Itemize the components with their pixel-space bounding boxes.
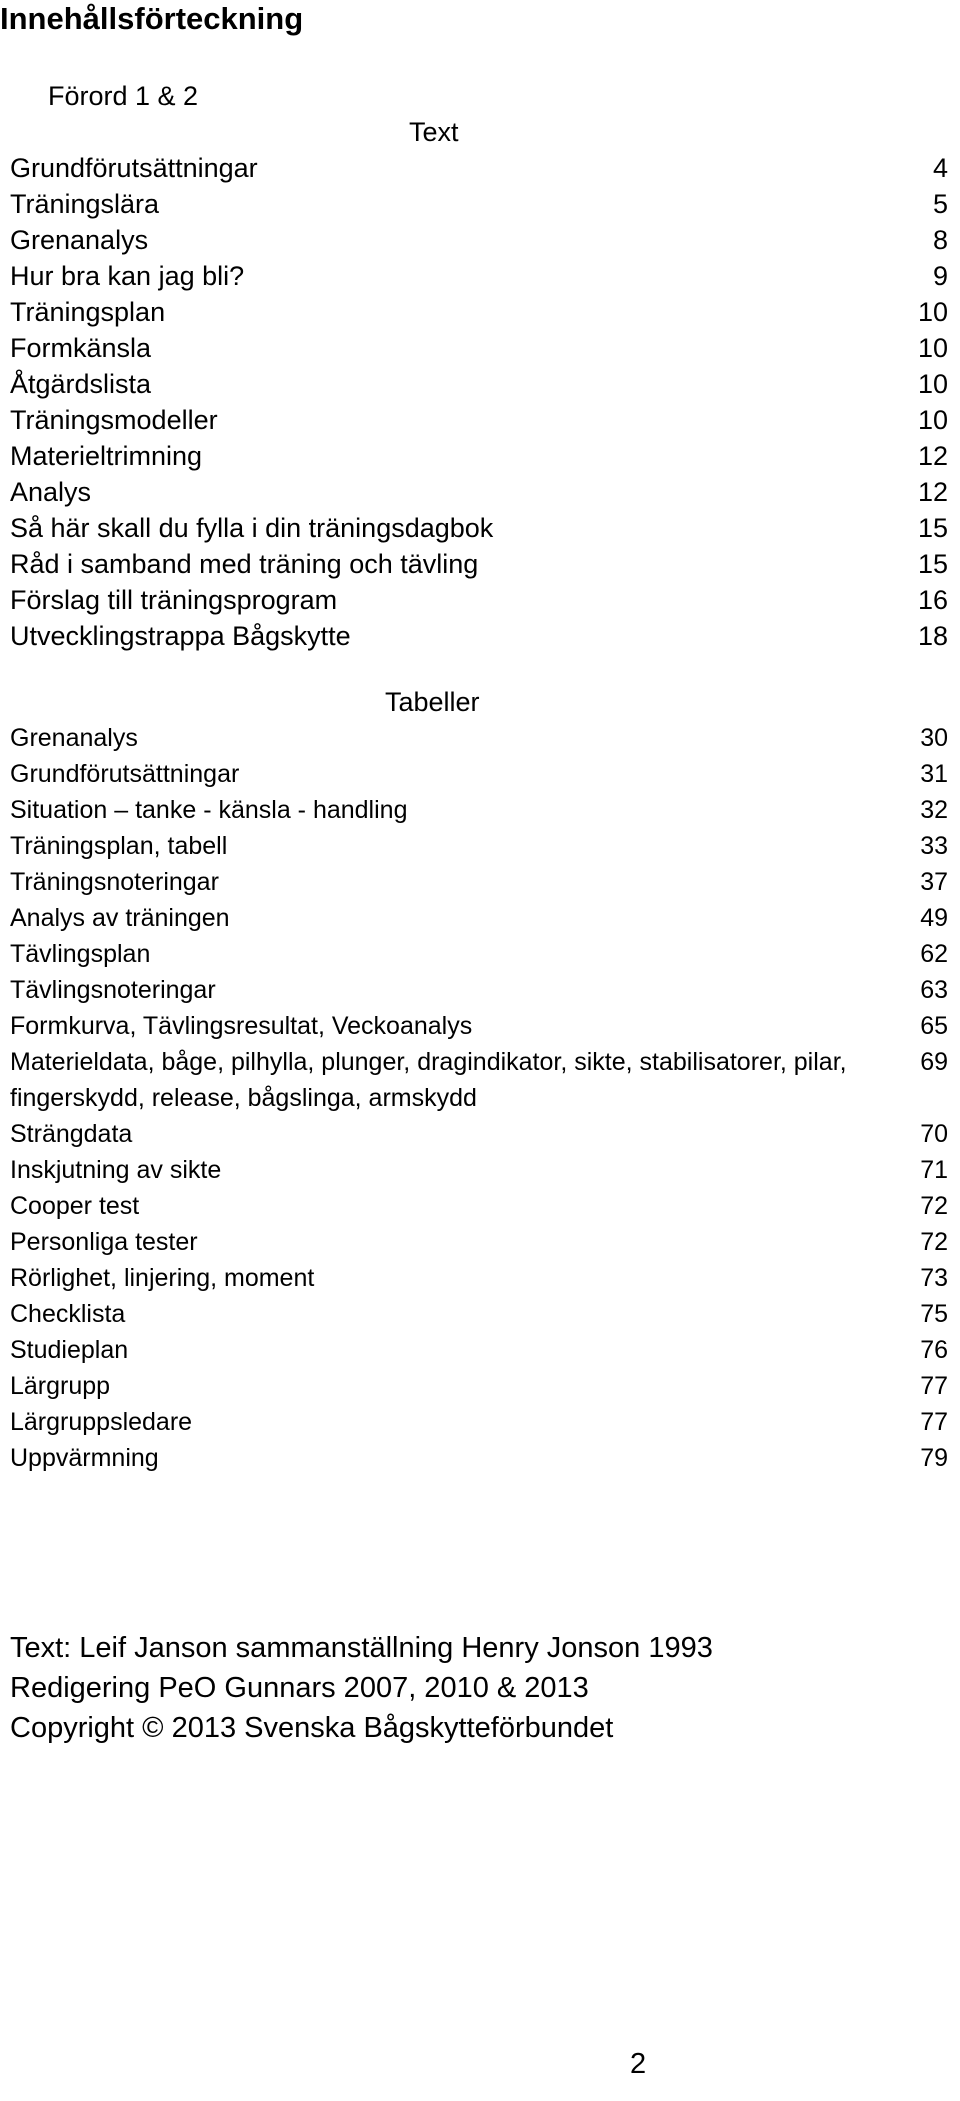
toc-entry-title: Checklista bbox=[10, 1300, 126, 1328]
toc-row bbox=[10, 150, 948, 186]
toc-entry-title: Strängdata bbox=[10, 1120, 133, 1148]
toc-entry-page: 9 bbox=[932, 261, 948, 291]
toc-entry-title: Åtgärdslista bbox=[10, 369, 152, 399]
toc-entry-title: Träningsplan, tabell bbox=[10, 832, 228, 860]
toc-row bbox=[10, 792, 948, 828]
toc-row bbox=[10, 186, 948, 222]
toc-entry-title: Träningslära bbox=[10, 189, 160, 219]
toc-row bbox=[10, 1188, 948, 1224]
toc-row bbox=[10, 618, 948, 654]
toc-entry-page: 77 bbox=[920, 1372, 948, 1400]
toc-row bbox=[10, 1296, 948, 1332]
toc-entry-title: Råd i samband med träning och tävling bbox=[10, 549, 479, 579]
credits-line-text: Text: Leif Janson sammanställning Henry Jonson 1993 bbox=[10, 1632, 713, 1664]
toc-entry-page: 10 bbox=[917, 369, 948, 399]
toc-row bbox=[10, 1152, 948, 1188]
toc-entry-title: Inskjutning av sikte bbox=[10, 1156, 222, 1184]
toc-entry-title: Lärgruppsledare bbox=[10, 1408, 193, 1436]
toc-entry-title: Grundförutsättningar bbox=[10, 153, 258, 183]
toc-entry-page: 8 bbox=[932, 225, 948, 255]
tables-toc-list bbox=[10, 720, 948, 1476]
toc-entry-title: Analys bbox=[10, 477, 92, 507]
toc-entry-title: Cooper test bbox=[10, 1192, 140, 1220]
toc-entry-title: Förslag till träningsprogram bbox=[10, 585, 338, 615]
toc-entry-page: 69 bbox=[920, 1048, 948, 1076]
toc-entry-page: 73 bbox=[920, 1264, 948, 1292]
toc-row bbox=[10, 900, 948, 936]
preface-entry: Förord 1 & 2 bbox=[48, 81, 199, 111]
toc-entry-title: Grenanalys bbox=[10, 724, 138, 752]
toc-entry-title: Rörlighet, linjering, moment bbox=[10, 1264, 315, 1292]
toc-entry-title: Formkänsla bbox=[10, 333, 152, 363]
toc-entry-title: Tävlingsplan bbox=[10, 940, 151, 968]
toc-entry-title: Hur bra kan jag bli? bbox=[10, 261, 245, 291]
toc-row bbox=[10, 438, 948, 474]
toc-entry-page: 18 bbox=[917, 621, 948, 651]
toc-entry-title: Träningsnoteringar bbox=[10, 868, 219, 896]
toc-entry-page: 31 bbox=[920, 760, 948, 788]
toc-row bbox=[10, 936, 948, 972]
toc-entry-title: Träningsmodeller bbox=[10, 405, 218, 435]
credits-line-copyright: Copyright © 2013 Svenska Bågskytteförbundet bbox=[10, 1712, 614, 1744]
toc-entry-title: Materieldata, båge, pilhylla, plunger, dragindikator, sikte, stabilisatorer, pilar, fingerskydd, release, bågslinga, armskydd bbox=[10, 1048, 847, 1112]
tables-section-header: Tabeller bbox=[385, 687, 480, 717]
toc-row bbox=[10, 330, 948, 366]
toc-row bbox=[10, 1116, 948, 1152]
text-section-header: Text bbox=[409, 117, 459, 147]
toc-entry-page: 79 bbox=[920, 1444, 948, 1472]
toc-entry-page: 77 bbox=[920, 1408, 948, 1436]
toc-row bbox=[10, 402, 948, 438]
toc-entry-title: Tävlingsnoteringar bbox=[10, 976, 216, 1004]
credits-block bbox=[10, 1628, 713, 1748]
toc-entry-page: 75 bbox=[920, 1300, 948, 1328]
toc-entry-title: Grundförutsättningar bbox=[10, 760, 240, 788]
toc-entry-page: 62 bbox=[920, 940, 948, 968]
toc-row bbox=[10, 1224, 948, 1260]
toc-entry-page: 15 bbox=[917, 513, 948, 543]
toc-row bbox=[10, 756, 948, 792]
toc-entry-page: 12 bbox=[917, 441, 948, 471]
toc-entry-page: 70 bbox=[920, 1120, 948, 1148]
toc-row bbox=[10, 1368, 948, 1404]
page-title: Innehållsförteckning bbox=[0, 1, 304, 36]
toc-entry-page: 5 bbox=[932, 189, 948, 219]
toc-row bbox=[10, 864, 948, 900]
toc-entry-title: Personliga tester bbox=[10, 1228, 198, 1256]
toc-row bbox=[10, 510, 948, 546]
text-toc-list bbox=[10, 150, 948, 654]
toc-entry-title: Så här skall du fylla i din träningsdagbok bbox=[10, 513, 494, 543]
toc-entry-page: 10 bbox=[917, 297, 948, 327]
toc-entry-page: 71 bbox=[920, 1156, 948, 1184]
toc-entry-title: Materieltrimning bbox=[10, 441, 203, 471]
toc-row bbox=[10, 582, 948, 618]
toc-entry-title: Träningsplan bbox=[10, 297, 166, 327]
toc-entry-page: 30 bbox=[920, 724, 948, 752]
toc-entry-page: 49 bbox=[920, 904, 948, 932]
toc-entry-page: 16 bbox=[917, 585, 948, 615]
toc-entry-title: Utvecklingstrappa Bågskytte bbox=[10, 621, 351, 651]
toc-row bbox=[10, 294, 948, 330]
toc-row bbox=[10, 972, 948, 1008]
toc-row bbox=[10, 222, 948, 258]
toc-row bbox=[10, 1260, 948, 1296]
toc-entry-page: 10 bbox=[917, 405, 948, 435]
toc-entry-title: Situation – tanke - känsla - handling bbox=[10, 796, 408, 824]
toc-row bbox=[10, 720, 948, 756]
credits-line-editing: Redigering PeO Gunnars 2007, 2010 & 2013 bbox=[10, 1672, 589, 1704]
toc-entry-page: 63 bbox=[920, 976, 948, 1004]
toc-entry-page: 12 bbox=[917, 477, 948, 507]
toc-row bbox=[10, 1332, 948, 1368]
toc-row bbox=[10, 828, 948, 864]
toc-entry-page: 32 bbox=[920, 796, 948, 824]
page-number: 2 bbox=[630, 2048, 647, 2080]
toc-row bbox=[10, 1008, 948, 1044]
toc-entry-page: 76 bbox=[920, 1336, 948, 1364]
toc-entry-title: Lärgrupp bbox=[10, 1372, 111, 1400]
toc-row bbox=[10, 546, 948, 582]
toc-entry-page: 4 bbox=[932, 153, 948, 183]
toc-entry-title: Studieplan bbox=[10, 1336, 129, 1364]
toc-row bbox=[10, 474, 948, 510]
toc-entry-title: Uppvärmning bbox=[10, 1444, 159, 1472]
toc-entry-title: Formkurva, Tävlingsresultat, Veckoanalys bbox=[10, 1012, 473, 1040]
toc-row bbox=[10, 366, 948, 402]
toc-row bbox=[10, 1404, 948, 1440]
toc-entry-page: 10 bbox=[917, 333, 948, 363]
toc-entry-title: Analys av träningen bbox=[10, 904, 230, 932]
toc-entry-page: 15 bbox=[917, 549, 948, 579]
toc-row bbox=[10, 1044, 948, 1116]
toc-entry-page: 33 bbox=[920, 832, 948, 860]
toc-entry-page: 72 bbox=[920, 1228, 948, 1256]
toc-row bbox=[10, 1440, 948, 1476]
toc-entry-page: 65 bbox=[920, 1012, 948, 1040]
toc-row bbox=[10, 258, 948, 294]
toc-entry-page: 37 bbox=[920, 868, 948, 896]
toc-entry-page: 72 bbox=[920, 1192, 948, 1220]
toc-entry-title: Grenanalys bbox=[10, 225, 149, 255]
